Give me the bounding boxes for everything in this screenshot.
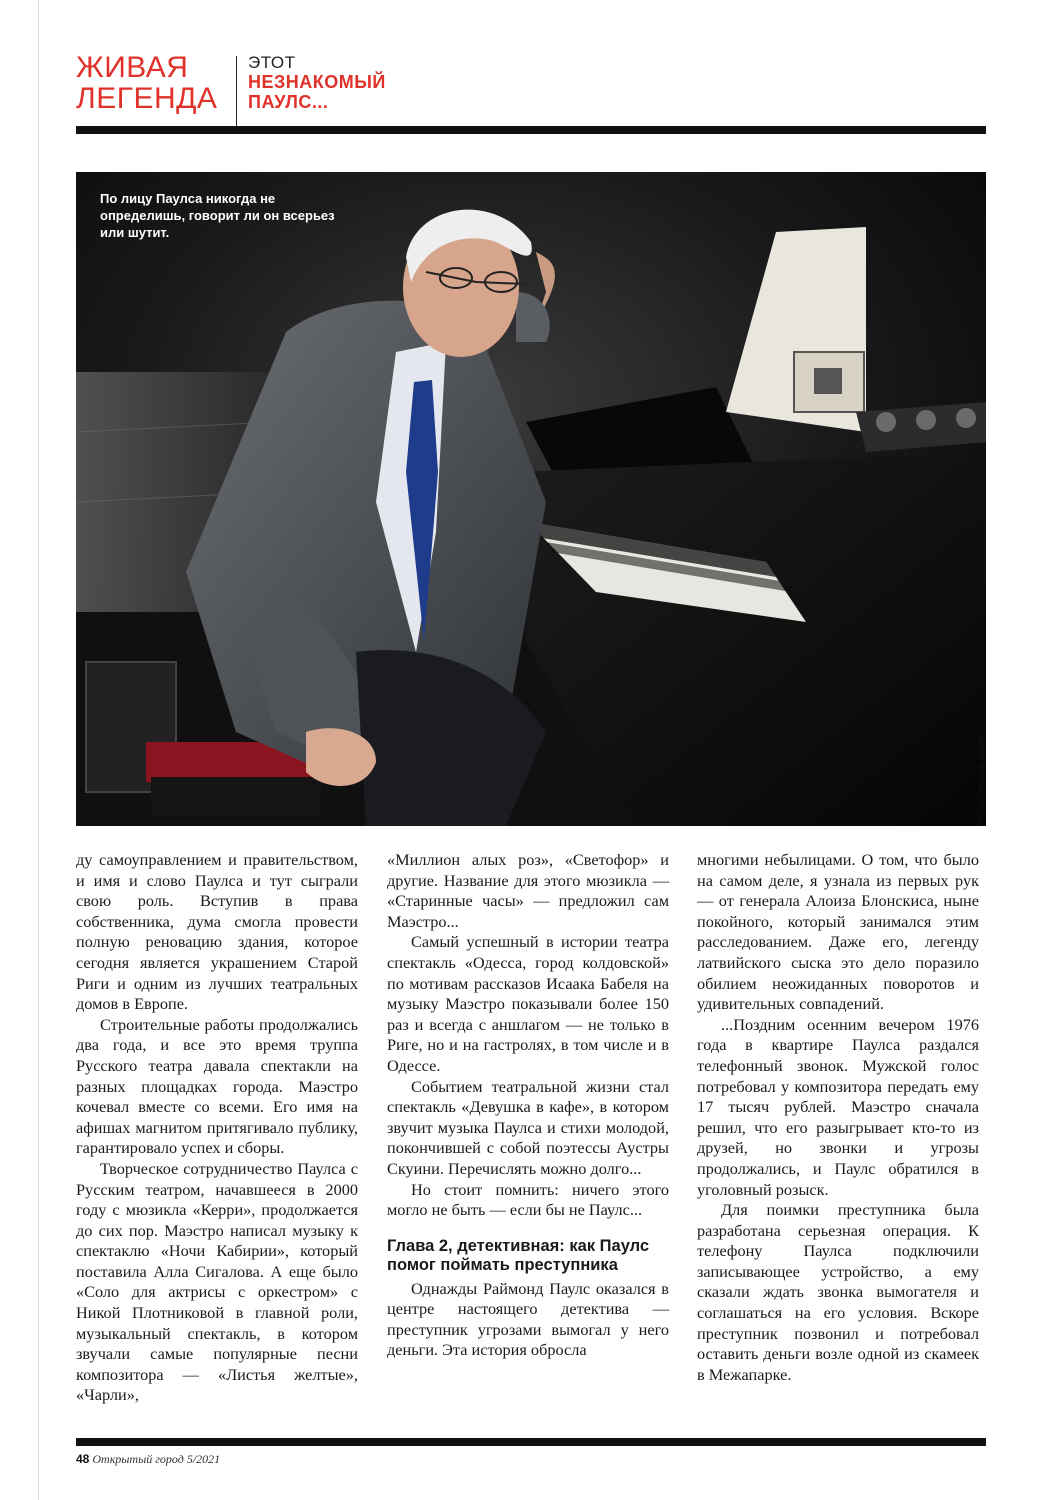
paragraph: ду самоуправлением и правительством, и имя и слово Паулса и тут сыграли свою роль. Вступив в права собственника, дума смогла провести полную реновацию здания, которое сегодня является украшением Старой Риги и одним из лучших театральных домов в Европе.: [76, 850, 358, 1014]
paragraph: Но стоит помнить: ничего этого могло не быть — если бы не Паулс...: [387, 1179, 669, 1220]
section-label-line-1: ЖИВАЯ: [76, 51, 189, 84]
page-margin-strip: [0, 0, 39, 1500]
header-rule: [76, 126, 986, 134]
issue-number: 5/2021: [186, 1452, 221, 1466]
article-title: [248, 54, 386, 112]
page-footer: [76, 1452, 220, 1467]
article-column-1: [76, 850, 358, 1406]
paragraph: Однажды Раймонд Паулс оказался в центре настоящего детектива — преступник угрозами вымогал у него деньги. Эта история обросла: [387, 1278, 669, 1360]
paragraph: Событием театральной жизни стал спектакль «Девушка в кафе», в котором звучит музыка Паулса и стихи молодой, покончившей с собой поэтессы Аустры Скуини. Перечислять можно долго...: [387, 1076, 669, 1178]
photo-caption: По лицу Паулса никогда не определишь, говорит ли он всерьез или шутит.: [100, 191, 335, 240]
photo-pianist-at-grand-piano: [76, 172, 986, 826]
main-photo: [76, 172, 986, 826]
header-divider: [236, 56, 237, 126]
paragraph: Самый успешный в истории театра спектакль «Одесса, город колдовской» по мотивам рассказов Исаака Бабеля на музыку Маэстро показывали более 150 раз и всегда с аншлагом — не только в Риге, но и на гастролях, в том числе и в Одессе.: [387, 932, 669, 1075]
chapter-subheading: Глава 2, детективная: как Паулс помог поймать преступника: [387, 1236, 650, 1274]
section-label-line-2: ЛЕГЕНДА: [76, 82, 218, 115]
paragraph: ...Поздним осенним вечером 1976 года в квартире Паулса раздался телефонный звонок. Мужской голос потребовал у композитора передать ему 17 тысяч рублей. Маэстро сначала решил, что его разыгрывает кто-то из друзей, но звонки и угрозы продолжались, и Паулс обратился в уголовный розыск.: [697, 1014, 979, 1199]
paragraph: многими небылицами. О том, что было на самом деле, я узнала из первых рук — от генерала Алоиза Блонскиса, ныне покойного, который занимался этим расследованием. Даже его, легенду латвийского сыска это дело поразило обилием неожиданных поворотов и удивительных совпадений.: [697, 850, 979, 1014]
article-column-2: [387, 850, 669, 1361]
footer-rule: [76, 1438, 986, 1446]
paragraph: «Миллион алых роз», «Светофор» и другие. Название для этого мюзикла — «Старинные часы» — предложил сам Маэстро...: [387, 850, 669, 931]
paragraph: Строительные работы продолжались два года, и все это время труппа Русского театра давала спектакли на разных площадках города. Маэстро кочевал вместе со всеми. Его имя на афишах магнитом притягивало публику, гарантировало успех и сборы.: [76, 1014, 358, 1158]
photo-credit: Фото: Оксана Донич: [976, 732, 987, 826]
section-label: [76, 52, 236, 114]
magazine-name: Открытый город: [92, 1452, 184, 1466]
article-title-pre: ЭТОТ: [248, 53, 296, 72]
article-title-line-1: НЕЗНАКОМЫЙ: [248, 72, 386, 92]
paragraph: Для поимки преступника была разработана серьезная операция. К телефону Паулса подключили записывающее устройство, а ему сказали ждать звонка вымогателя и соглашаться на его условия. Вскоре преступник позвонил и потребовал оставить деньги возле одной из скамеек в Межапарке.: [697, 1200, 979, 1384]
paragraph: Творческое сотрудничество Паулса с Русским театром, начавшееся в 2000 году с мюзикла «Керри», продолжается до сих пор. Маэстро написал музыку к спектаклю «Ночи Кабирии», который поставила Алла Сигалова. А еще было «Соло для актрисы с оркестром» с Никой Плотниковой в главной роли, музыкальный спектакль, в котором звучали самые популярные песни композитора — «Листья желтые», «Чарли»,: [76, 1158, 358, 1405]
page-number: 48: [76, 1452, 90, 1466]
article-column-3: [697, 850, 979, 1385]
article-title-line-2: ПАУЛС...: [248, 92, 329, 112]
